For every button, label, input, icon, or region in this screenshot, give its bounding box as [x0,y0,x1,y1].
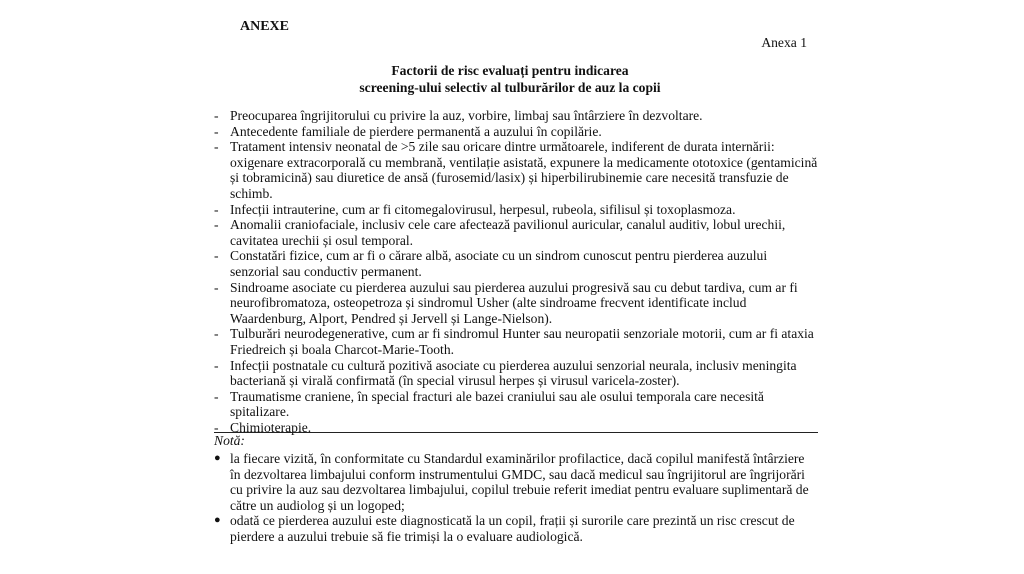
risk-factor-item [214,358,818,389]
risk-factor-item [214,108,818,124]
title-line-2: screening-ului selectiv al tulburărilor de auz la copii [359,79,661,95]
note-item [214,513,818,544]
dash-marker: - [214,248,219,264]
risk-factor-text: Chimioterapie. [230,419,312,435]
risk-factor-text: Sindroame asociate cu pierderea auzului sau pierderea auzului progresivă sau cu debut tardiva, cum ar fi neurofibromatoza, osteopetroza și sindromul Usher (alte sindroame frecvent identificate includ Waardenburg, Alport, Pendred și Jervell și Lange-Nielson). [230,279,798,326]
document-title [300,63,720,96]
risk-factor-text: Anomalii craniofaciale, inclusiv cele care afectează pavilionul auricular, canalul auditiv, lobul urechii, cavitatea urechii și osul temporal. [230,217,786,248]
divider-line [214,432,818,433]
risk-factor-text: Traumatisme craniene, în special fracturi ale bazei craniului sau ale osului temporala care necesită spitalizare. [230,388,764,420]
risk-factor-list [214,108,818,435]
dash-marker: - [214,201,219,217]
risk-factor-text: Preocuparea îngrijitorului cu privire la auz, vorbire, limbaj sau întârziere în dezvoltare. [230,108,703,123]
risk-factor-item [214,389,818,420]
risk-factor-item [214,124,818,140]
bullet-icon: ● [214,452,221,464]
dash-marker: - [214,108,219,123]
risk-factor-item [214,139,818,201]
dash-marker: - [214,217,219,233]
risk-factor-item [214,217,818,248]
dash-marker: - [214,357,219,373]
dash-marker: - [214,123,219,139]
dash-marker: - [214,388,219,404]
risk-factor-text: Tratament intensiv neonatal de >5 zile sau oricare dintre următoarele, indiferent de durata internării: oxigenare extracorporală cu membrană, ventilație asistată, expunere la medicamente ototoxice (gentamicină și tobramicină) sau diuretice de ansă (furosemid/lasix) și hiperbilirubinemie care necesită transfuzie de schimb. [230,139,818,201]
risk-factor-text: Antecedente familiale de pierdere permanentă a auzului în copilărie. [230,123,602,139]
note-text: odată ce pierderea auzului este diagnosticată la un copil, frații și surorile care prezintă un risc crescut de pierdere a auzului trebuie să fie trimiși la o evaluare audiologică. [230,513,795,544]
note-text: la fiecare vizită, în conformitate cu Standardul examinărilor profilactice, dacă copilul manifestă întârziere în dezvoltarea limbajului conform instrumentului GMDC, sau dacă medicul sau îngrijitorul are îngrijorări cu privire la auz sau dezvoltarea limbajului, copilul trebuie referit imediat pentru evaluare suplimentară de către un audiolog și un logoped; [230,451,809,513]
risk-factor-item [214,326,818,357]
dash-marker: - [214,326,219,342]
dash-marker: - [214,279,219,295]
risk-factor-text: Tulburări neurodegenerative, cum ar fi sindromul Hunter sau neuropatii senzoriale motorii, cum ar fi ataxia Friedreich și boala Charcot-Marie-Tooth. [230,326,814,357]
section-heading: ANEXE [240,19,290,34]
note-label: Notă: [214,433,245,448]
risk-factor-item [214,420,818,436]
note-list [214,451,818,545]
risk-factor-text: Infecții intrauterine, cum ar fi citomegalovirusul, herpesul, rubeola, sifilisul și toxoplasmoza. [230,201,736,217]
risk-factor-text: Constatări fizice, cum ar fi o cărare albă, asociate cu un sindrom cunoscut pentru pierderea auzului senzorial sau conductiv permanent. [230,248,768,279]
risk-factor-text: Infecții postnatale cu cultură pozitivă asociate cu pierderea auzului senzorial neurala, inclusiv meningita bacteriană și virală confirmată (în special virusul herpes și virusul varicela-zoster). [230,357,797,389]
dash-marker: - [214,419,219,435]
bullet-icon: ● [214,514,221,527]
risk-factor-item [214,202,818,218]
note-item [214,451,818,513]
annex-label: Anexa 1 [761,35,807,50]
risk-factor-item [214,248,818,279]
title-line-1: Factorii de risc evaluați pentru indicarea [391,63,629,78]
risk-factor-item [214,280,818,327]
dash-marker: - [214,139,219,155]
